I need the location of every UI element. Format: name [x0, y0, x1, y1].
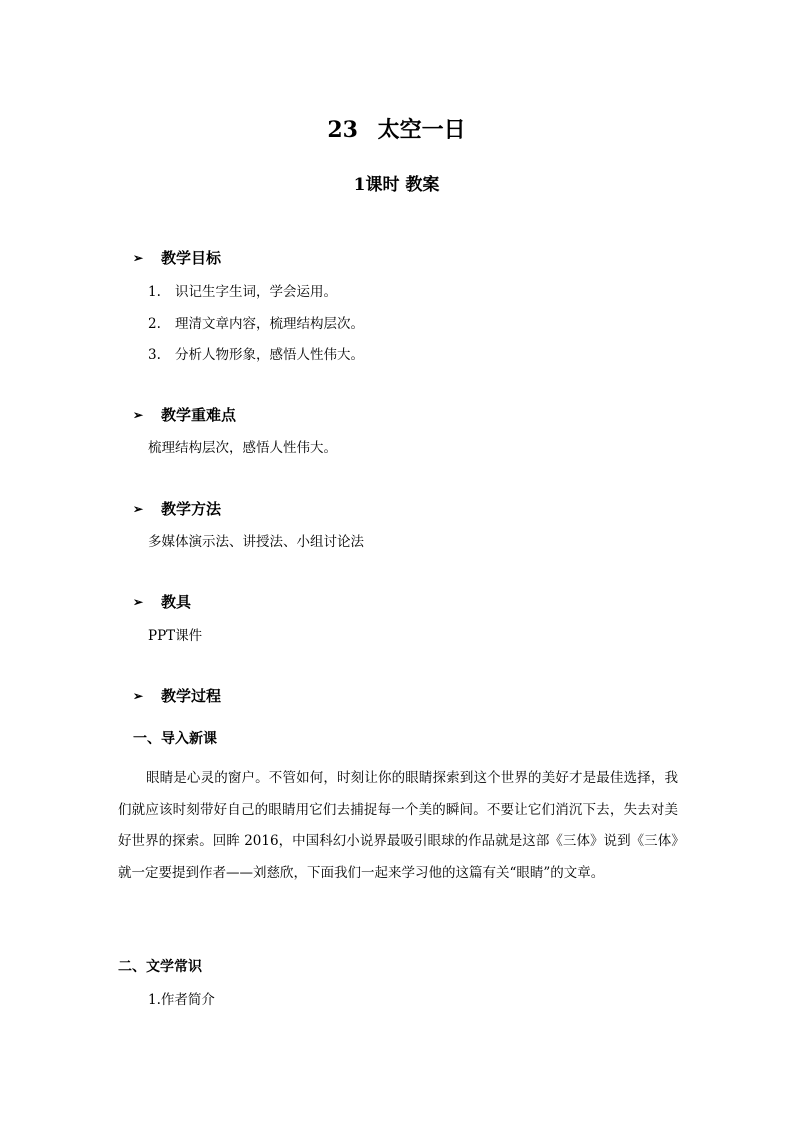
section-heading-process [133, 685, 221, 706]
list-text: 理清文章内容，梳理结构层次。 [175, 316, 364, 332]
key-points-text: 梳理结构层次，感悟人性伟大。 [148, 440, 337, 456]
list-text: 分析人物形象，感悟人性伟大。 [175, 347, 364, 363]
list-item [148, 280, 337, 300]
page-subtitle: 1课时 教案 [353, 175, 440, 195]
part2-heading: 二、文学常识 [118, 959, 202, 975]
arrow-right-icon: ➢ [133, 501, 144, 516]
section-heading-label: 教学目标 [161, 249, 222, 267]
list-index: 2. [148, 316, 161, 332]
page-title [0, 113, 793, 144]
list-text: 识记生字生词，学会运用。 [175, 284, 337, 300]
section-heading-label: 教具 [161, 593, 192, 611]
arrow-right-icon: ➢ [133, 594, 144, 609]
section-heading-methods [133, 498, 221, 519]
author-intro-item: 1.作者简介 [148, 992, 215, 1008]
list-index: 1. [148, 284, 161, 300]
arrow-right-icon: ➢ [133, 407, 144, 422]
list-item [148, 343, 364, 363]
lesson-number: 23 [327, 117, 358, 143]
section-heading-key-points [133, 404, 236, 425]
list-index: 3. [148, 347, 161, 363]
methods-text: 多媒体演示法、讲授法、小组讨论法 [148, 534, 364, 550]
lesson-title: 太空一日 [377, 117, 466, 143]
list-item [148, 312, 364, 332]
section-heading-goals [133, 247, 221, 268]
section-heading-label: 教学重难点 [161, 406, 237, 424]
arrow-right-icon: ➢ [133, 688, 144, 703]
arrow-right-icon: ➢ [133, 250, 144, 265]
intro-paragraph: 眼睛是心灵的窗户。不管如何，时刻让你的眼睛探索到这个世界的美好才是最佳选择，我们就应该时刻带好自己的眼睛用它们去捕捉每一个美的瞬间。不要让它们消沉下去，失去对美好世界的探索。回眸 2016，中国科幻小说界最吸引眼球的作品就是这部《三体》说到《三体》就一定要提到作者——刘慈欣，下面我们一起来学习他的这篇有关“眼睛”的文章。 [118, 770, 678, 881]
tools-text: PPT课件 [148, 628, 203, 644]
section-heading-label: 教学方法 [161, 500, 222, 518]
part1-heading: 一、导入新课 [133, 731, 217, 747]
section-heading-label: 教学过程 [161, 687, 222, 705]
section-heading-tools [133, 591, 191, 612]
